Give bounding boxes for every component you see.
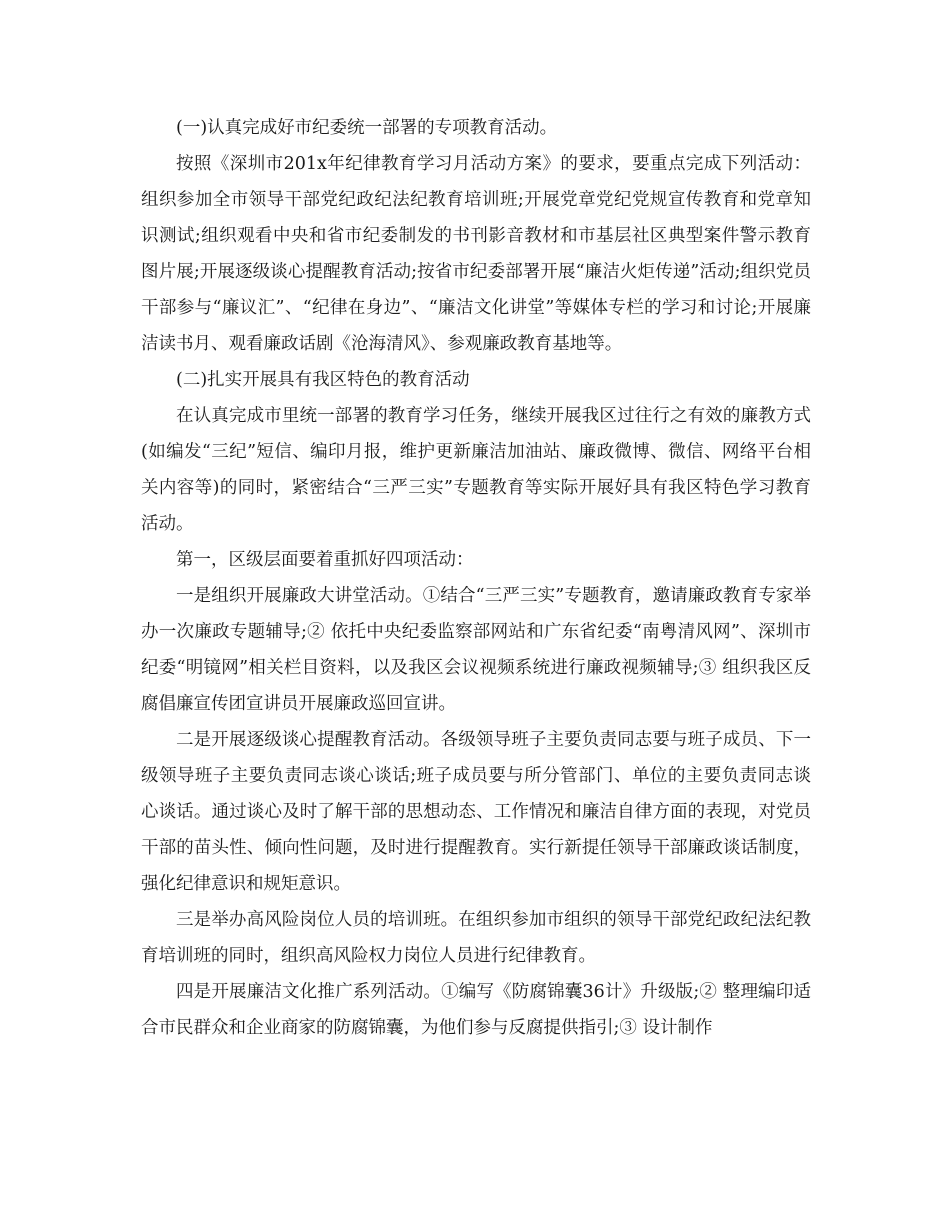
document-body [141, 110, 811, 1046]
section-heading-2: (二)扎实开展具有我区特色的教育活动 [176, 370, 470, 390]
section-heading-1: (一)认真完成好市纪委统一部署的专项教育活动。 [176, 118, 558, 138]
body-paragraph: 四是开展廉洁文化推广系列活动。①编写《防腐锦囊36计》升级版;② 整理编印适合市民群众和企业商家的防腐锦囊，为他们参与反腐提供指引;③ 设计制作 [141, 982, 811, 1038]
body-paragraph: 在认真完成市里统一部署的教育学习任务，继续开展我区过往行之有效的廉教方式(如编发“三纪”短信、编印月报，维护更新廉洁加油站、廉政微博、微信、网络平台相关内容等)的同时，紧密结合“三严三实”专题教育等实际开展好具有我区特色学习教育活动。 [141, 406, 811, 534]
body-paragraph: 三是举办高风险岗位人员的培训班。在组织参加市组织的领导干部党纪政纪法纪教育培训班的同时，组织高风险权力岗位人员进行纪律教育。 [141, 910, 811, 966]
body-paragraph: 第一，区级层面要着重抓好四项活动： [176, 550, 474, 570]
body-paragraph: 按照《深圳市201x年纪律教育学习月活动方案》的要求，要重点完成下列活动：组织参加全市领导干部党纪政纪法纪教育培训班;开展党章党纪党规宣传教育和党章知识测试;组织观看中央和省市纪委制发的书刊影音教材和市基层社区典型案件警示教育图片展;开展逐级谈心提醒教育活动;按省市纪委部署开展“廉洁火炬传递”活动;组织党员干部参与“廉议汇”、“纪律在身边”、“廉洁文化讲堂”等媒体专栏的学习和讨论;开展廉洁读书月、观看廉政话剧《沧海清风》、参观廉政教育基地等。 [141, 154, 811, 354]
body-paragraph: 一是组织开展廉政大讲堂活动。①结合“三严三实”专题教育，邀请廉政教育专家举办一次廉政专题辅导;② 依托中央纪委监察部网站和广东省纪委“南粤清风网”、深圳市纪委“明镜网”相关栏目资料，以及我区会议视频系统进行廉政视频辅导;③ 组织我区反腐倡廉宣传团宣讲员开展廉政巡回宣讲。 [141, 586, 811, 714]
body-paragraph: 二是开展逐级谈心提醒教育活动。各级领导班子主要负责同志要与班子成员、下一级领导班子主要负责同志谈心谈话;班子成员要与所分管部门、单位的主要负责同志谈心谈话。通过谈心及时了解干部的思想动态、工作情况和廉洁自律方面的表现，对党员干部的苗头性、倾向性问题，及时进行提醒教育。实行新提任领导干部廉政谈话制度，强化纪律意识和规矩意识。 [141, 730, 811, 894]
